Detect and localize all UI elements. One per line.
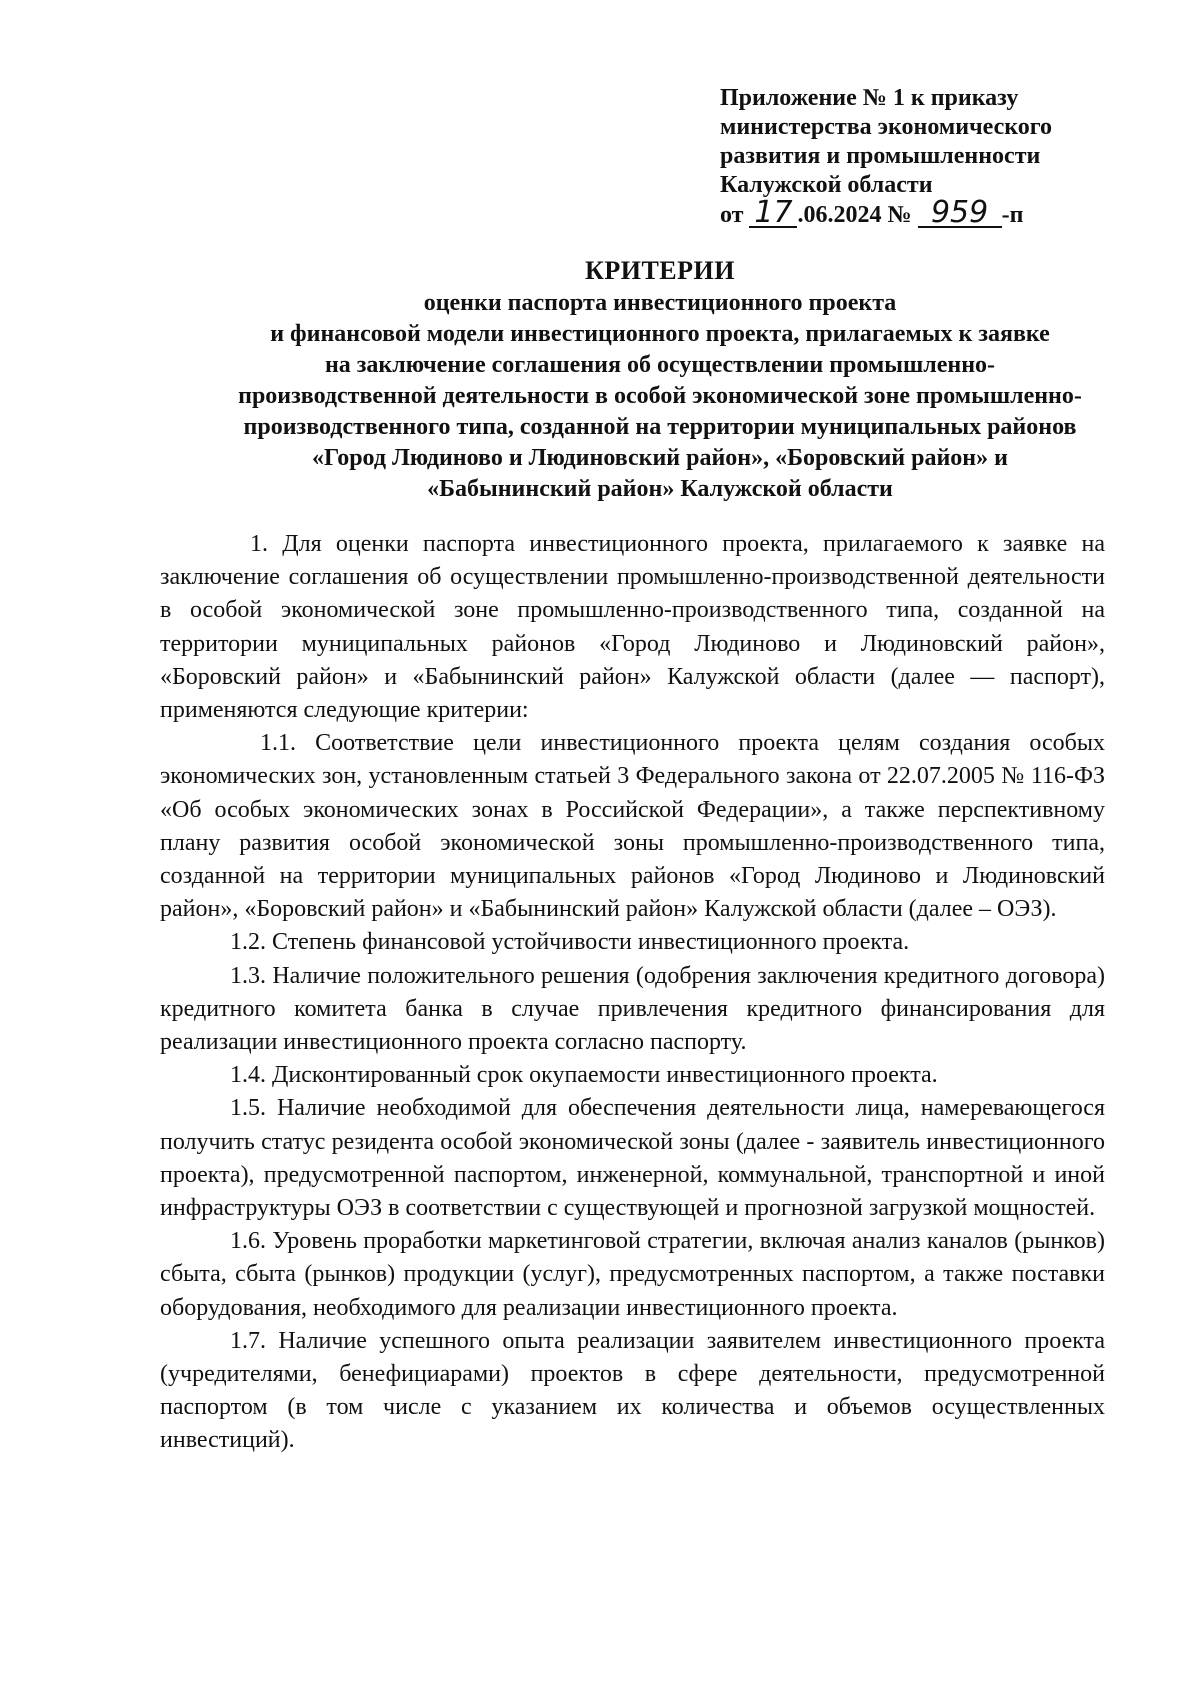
subtitle-line-6: «Город Людиново и Людиновский район», «Боровский район» и — [312, 445, 1008, 471]
paragraph-1-1: 1.1. Соответствие цели инвестиционного проекта целям создания особых экономических зон, установленным статьей 3 Федерального закона от 22.07.2005 № 116-ФЗ «Об особых экономических зонах в Российской Федерации», а также перспективному плану развития особой экономической зоны промышленно-производственного типа, созданной на территории муниципальных районов «Город Людиново и Людиновский район», «Боровский район» и «Бабынинский район» Калужской области (далее – ОЭЗ). — [160, 730, 1105, 923]
paragraph-1-4: 1.4. Дисконтированный срок окупаемости инвестиционного проекта. — [230, 1062, 938, 1089]
document-title: КРИТЕРИИ — [585, 256, 735, 285]
date-rest: .06.2024 № — [797, 202, 912, 228]
subtitle-line-1: оценки паспорта инвестиционного проекта — [423, 290, 897, 316]
appendix-line-2: министерства экономического — [720, 114, 1053, 140]
document-body — [160, 528, 1105, 1458]
subtitle-line-5: производственного типа, созданной на территории муниципальных районов — [243, 414, 1077, 440]
paragraph-1-7: 1.7. Наличие успешного опыта реализации заявителем инвестиционного проекта (учредителями, бенефициарами) проектов в сфере деятельности, предусмотренной паспортом (в том числе с указанием их количества и объемов осуществленных инвестиций). — [160, 1327, 1105, 1454]
subtitle-line-3: на заключение соглашения об осуществлении промышленно- — [324, 352, 996, 378]
order-date-line — [720, 195, 1120, 230]
appendix-line-3: развития и промышленности — [720, 143, 1041, 169]
appendix-line-1: Приложение № 1 к приказу — [720, 85, 1019, 111]
order-suffix: -п — [1001, 202, 1024, 228]
paragraph-1-5: 1.5. Наличие необходимой для обеспечения деятельности лица, намеревающегося получить статус резидента особой экономической зоны (далее - заявитель инвестиционного проекта), предусмотренной паспортом, инженерной, коммунальной, транспортной и иной инфраструктуры ОЭЗ в соответствии с существующей и прогнозной загрузкой мощностей. — [160, 1095, 1105, 1222]
paragraph-1: 1. Для оценки паспорта инвестиционного проекта, прилагаемого к заявке на заключение соглашения об осуществлении промышленно-производственной деятельности в особой экономической зоне промышленно-производственного типа, созданной на территории муниципальных районов «Город Людиново и Людиновский район», «Боровский район» и «Бабынинский район» Калужской области (далее — паспорт), применяются следующие критерии: — [160, 531, 1105, 724]
subtitle-line-2: и финансовой модели инвестиционного проекта, прилагаемых к заявке — [270, 321, 1050, 347]
paragraph-1-3: 1.3. Наличие положительного решения (одобрения заключения кредитного договора) кредитного комитета банка в случае привлечения кредитного финансирования для реализации инвестиционного проекта согласно паспорту. — [160, 962, 1105, 1056]
subtitle-line-7: «Бабынинский район» Калужской области — [427, 476, 893, 502]
date-prefix: от — [720, 202, 744, 228]
paragraph-1-2: 1.2. Степень финансовой устойчивости инвестиционного проекта. — [230, 929, 910, 956]
document-title-block — [160, 254, 1160, 505]
handwritten-day: 17 — [749, 200, 797, 228]
document-subtitle — [160, 288, 1160, 505]
handwritten-order-number: 959 — [918, 200, 1002, 228]
paragraph-1-6: 1.6. Уровень проработки маркетинговой стратегии, включая анализ каналов (рынков) сбыта, сбыта (рынков) продукции (услуг), предусмотренных паспортом, а также поставки оборудования, необходимого для реализации инвестиционного проекта. — [160, 1228, 1105, 1321]
appendix-header — [720, 84, 1120, 230]
subtitle-line-4: производственной деятельности в особой экономической зоне промышленно- — [238, 383, 1082, 409]
appendix-line-4: Калужской области — [720, 172, 933, 198]
